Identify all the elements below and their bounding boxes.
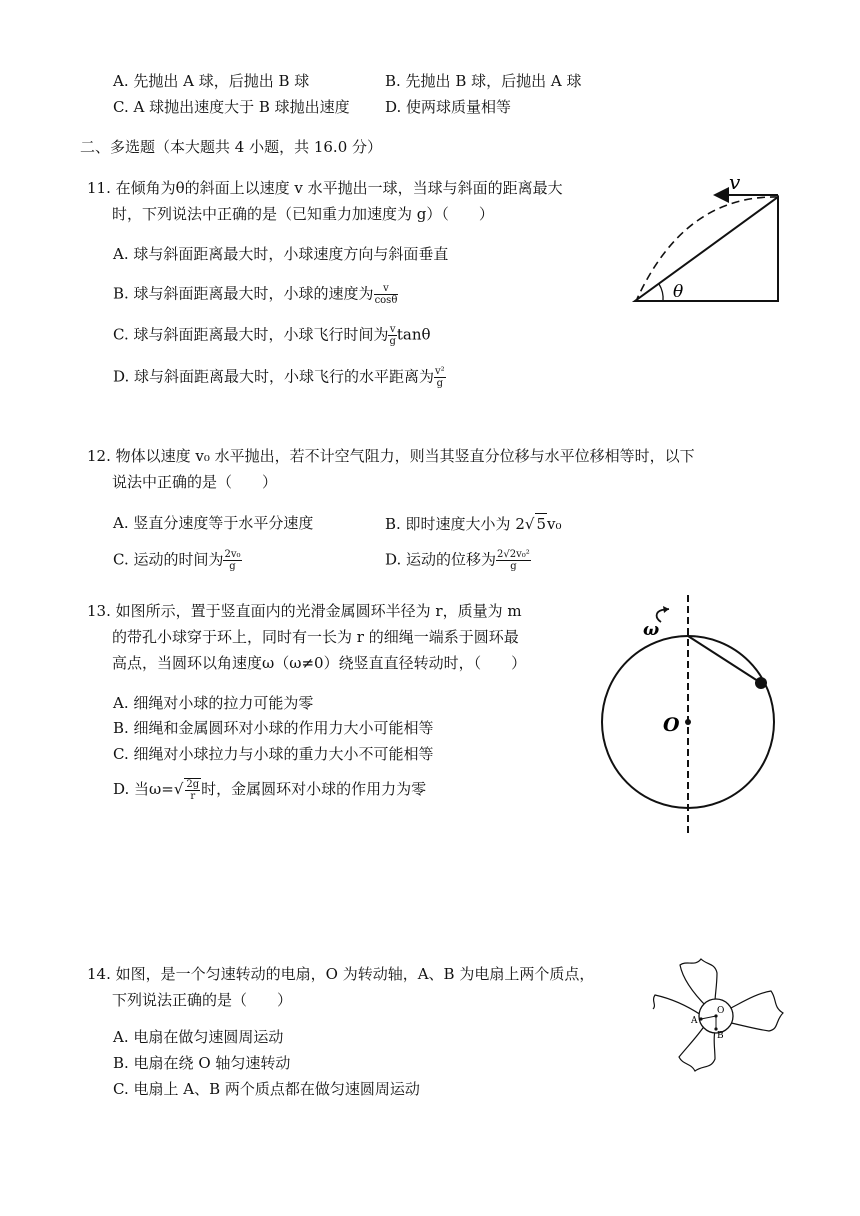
point-a — [699, 1017, 702, 1020]
angle-arc — [659, 284, 663, 301]
q14-option-c: C. 电扇上 A、B 两个质点都在做匀速圆周运动 — [113, 1080, 420, 1098]
q10-option-b: B. 先抛出 B 球，后抛出 A 球 — [385, 72, 582, 90]
q14-fan-figure — [645, 955, 790, 1075]
q11-option-b-text: B. 球与斜面距离最大时，小球的速度为 — [113, 284, 374, 303]
q13-option-d-numerator: 2g — [186, 779, 200, 790]
q12-option-c — [113, 549, 242, 572]
velocity-label: v — [729, 170, 741, 194]
q11-option-b — [113, 283, 398, 306]
incline-triangle — [635, 197, 778, 301]
q12-stem-line1: 12. 物体以速度 v₀ 水平抛出，若不计空气阻力，则当其竖直分位移与水平位移相等时，以下 — [87, 447, 695, 465]
q11-option-d-numerator: v² — [435, 366, 445, 377]
section-header: 二、多选题（本大题共 4 小题，共 16.0 分） — [80, 138, 383, 156]
q11-stem-line1: 11. 在倾角为θ的斜面上以速度 v 水平抛出一球，当球与斜面的距离最大 — [87, 179, 563, 197]
q12-option-b: B. 即时速度大小为 2√ 5v₀ — [385, 515, 562, 533]
center-label: O — [663, 714, 680, 736]
q11-option-d — [113, 366, 446, 389]
fan-blade-right — [727, 991, 783, 1031]
q11-option-d-denominator: g — [436, 378, 444, 389]
q13-stem-line2: 的带孔小球穿于环上，同时有一长为 r 的细绳一端系于圆环最 — [112, 628, 519, 646]
q11-option-c — [113, 324, 431, 347]
q13-option-d-fraction — [184, 778, 201, 802]
q13-option-d-denominator: r — [190, 791, 196, 802]
q11-stem-line2: 时，下列说法中正确的是（已知重力加速度为 g）（ ） — [112, 205, 494, 223]
q12-option-d-text: D. 运动的位移为 — [385, 550, 497, 569]
q13-ring-figure — [595, 595, 785, 835]
fan-label-b: B — [717, 1031, 724, 1041]
q14-stem-line1: 14. 如图，是一个匀速转动的电扇，O 为转动轴，A、B 为电扇上两个质点， — [87, 965, 595, 983]
q12-option-b-text: B. 即时速度大小为 2 — [385, 515, 525, 533]
q14-option-a: A. 电扇在做匀速圆周运动 — [113, 1028, 284, 1046]
q12-option-d-denominator: g — [510, 561, 517, 572]
q12-option-c-denominator: g — [229, 561, 236, 572]
q13-option-a: A. 细绳对小球的拉力可能为零 — [113, 694, 314, 712]
center-point — [685, 719, 691, 725]
q11-option-a: A. 球与斜面距离最大时，小球速度方向与斜面垂直 — [113, 245, 449, 263]
angle-label: θ — [673, 282, 684, 302]
fan-blade-left-edge — [653, 995, 701, 1015]
q10-option-c: C. A 球抛出速度大于 B 球抛出速度 — [113, 98, 350, 116]
q13-option-d: D. 当ω=√ $\frac{2g}{r}$ 时，金属圆环对小球的作用力为零 — [113, 779, 427, 802]
q12-option-c-fraction — [223, 549, 241, 572]
q13-option-d-tail: 时，金属圆环对小球的作用力为零 — [201, 780, 427, 798]
q11-option-b-denominator: cosθ — [374, 295, 398, 306]
q12-stem-line2: 说法中正确的是（ ） — [112, 473, 278, 491]
q11-option-d-fraction — [434, 366, 446, 389]
q12-option-d-numerator: 2√2v₀² — [497, 549, 530, 560]
q10-option-a: A. 先抛出 A 球，后抛出 B 球 — [113, 72, 310, 90]
q14-stem-line2: 下列说法正确的是（ ） — [112, 991, 293, 1009]
q10-option-d: D. 使两球质量相等 — [385, 98, 512, 116]
q12-option-a: A. 竖直分速度等于水平分速度 — [113, 514, 314, 532]
q11-option-d-text: D. 球与斜面距离最大时，小球飞行的水平距离为 — [113, 367, 435, 386]
q13-stem-line3: 高点，当圆环以角速度ω（ω≠0）绕竖直直径转动时，（ ） — [112, 654, 527, 672]
q12-option-b-tail: v₀ — [546, 515, 562, 533]
fan-label-a: A — [691, 1016, 698, 1026]
q11-option-b-numerator: v — [374, 283, 399, 295]
q11-incline-figure — [625, 165, 785, 310]
q11-option-c-denominator: g — [389, 336, 396, 347]
q11-option-c-fraction — [388, 324, 396, 347]
q11-option-c-tail: tanθ — [396, 325, 431, 344]
omega-label: ω — [643, 620, 660, 640]
small-ball — [755, 677, 767, 689]
q12-option-d — [385, 549, 531, 572]
q12-option-b-root: 5 — [536, 515, 546, 533]
q11-option-b-fraction — [374, 283, 399, 306]
omega-arrowhead — [663, 606, 669, 613]
q12-option-c-numerator: 2v₀ — [224, 549, 241, 560]
q11-option-c-numerator: v — [389, 324, 396, 335]
q13-option-c: C. 细绳对小球拉力与小球的重力大小不可能相等 — [113, 745, 434, 763]
q12-option-d-fraction — [496, 549, 531, 572]
q14-option-b: B. 电扇在绕 O 轴匀速转动 — [113, 1054, 291, 1072]
fan-label-o: O — [717, 1006, 725, 1016]
q13-stem-line1: 13. 如图所示，置于竖直面内的光滑金属圆环半径为 r，质量为 m — [87, 602, 522, 620]
q12-option-c-text: C. 运动的时间为 — [113, 550, 224, 569]
q13-option-d-text: D. 当ω= — [113, 780, 174, 798]
q11-option-c-text: C. 球与斜面距离最大时，小球飞行时间为 — [113, 325, 389, 344]
q13-option-b: B. 细绳和金属圆环对小球的作用力大小可能相等 — [113, 719, 434, 737]
